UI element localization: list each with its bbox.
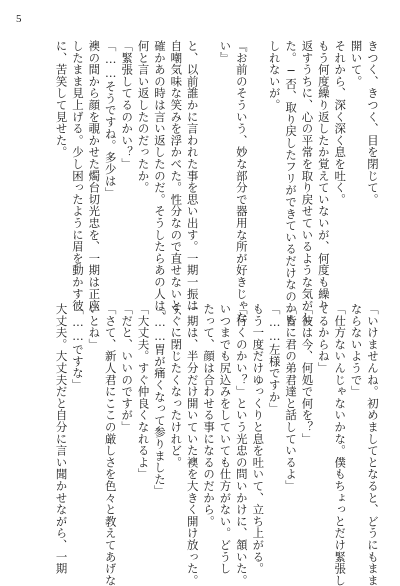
- text-line: 開いて。: [349, 40, 364, 88]
- text-line: 「……そうですね。多少は」: [103, 40, 118, 199]
- text-line: もう一度だけゆっくりと息を吐いて、立ち上がる。: [251, 303, 266, 575]
- text-line: 確かあの時は言い返したのだ。そうしたらあの人は、: [152, 40, 167, 324]
- text-line: 襖の間から顔を覗かせた燭台切光忠を、一期は正座: [87, 40, 102, 312]
- text-line: 「いけませんね。初めましてとなると、どうにもまま: [366, 303, 380, 586]
- text-line: 「大丈夫。すぐ仲良くなれるよ」: [136, 303, 151, 480]
- text-line: しれないが。: [267, 40, 282, 111]
- upper-text-column: [22, 40, 380, 326]
- text-line: もう何度繰り返したか覚えていないが、何度も繰り: [316, 40, 331, 312]
- text-line: 「仕方ないんじゃないかな。僕もちょっとだけ緊張し: [333, 303, 348, 586]
- text-line: に、苦笑して見せた。: [54, 40, 69, 158]
- text-line: たって、顔は合わせる事になるのだから。: [202, 303, 217, 528]
- text-line: きつく、きつく、目を閉じて。: [366, 40, 380, 206]
- text-line: 「……左様ですか」: [267, 303, 282, 415]
- page-number: 5: [16, 13, 22, 25]
- text-line: 「行くのかい？」という光忠の問いかけに、頷いた。: [234, 303, 249, 586]
- text-line: 「彼は今、何処で何を？」: [300, 303, 315, 445]
- text-line: た。─否、取り戻したフリができているだけなのかも: [284, 40, 299, 326]
- text-line: てるからね」: [316, 303, 331, 374]
- text-line: いとね」: [87, 303, 102, 351]
- text-line: 「緊張してるのかい？」: [120, 40, 135, 170]
- text-line: 『お前のそういう、妙な部分で器用な所が好きじゃな: [234, 40, 249, 324]
- text-line: ならないようで」: [349, 303, 364, 398]
- text-line: い』: [218, 40, 233, 64]
- text-line: 「さて、新人君にここの厳しさを色々と教えてあげな: [103, 303, 118, 586]
- text-line: それから、深く深く息を吐く。: [333, 40, 348, 206]
- text-line: 大丈夫。大丈夫だと自分に言い聞かせながら、一期: [54, 303, 69, 575]
- blank-line: [251, 40, 263, 278]
- text-line: 「……胃が痛くなって参りました」: [152, 303, 167, 497]
- text-line: と、以前誰かに言われた事を思い出す。一期一振は: [185, 40, 200, 312]
- text-line: いつまでも尻込みをしていても仕方がない。どうし: [218, 303, 233, 575]
- text-line: 「だと、いいのですが」: [120, 303, 135, 433]
- text-line: 「皆に君の弟君達と話しているよ」: [284, 303, 299, 492]
- text-line: 一期は、半分だけ開いていた襖を大きく開け放った。: [185, 303, 200, 586]
- text-line: すぐに閉じたくなったけれど。: [169, 303, 184, 469]
- blank-line: [202, 40, 214, 278]
- text-line: 自嘲気味な笑みを浮かべた。性分なので直せないと、: [169, 40, 184, 324]
- text-line: 何と言い返したのだったか。: [136, 40, 151, 194]
- text-line: したまま見上げる。少し困ったように眉を動かす彼: [70, 40, 85, 312]
- lower-text-column: [22, 303, 380, 586]
- text-line: 返すうちに、心の平常を取り戻せているような気がし: [300, 40, 315, 324]
- text-line: 「……ですな」: [70, 303, 85, 391]
